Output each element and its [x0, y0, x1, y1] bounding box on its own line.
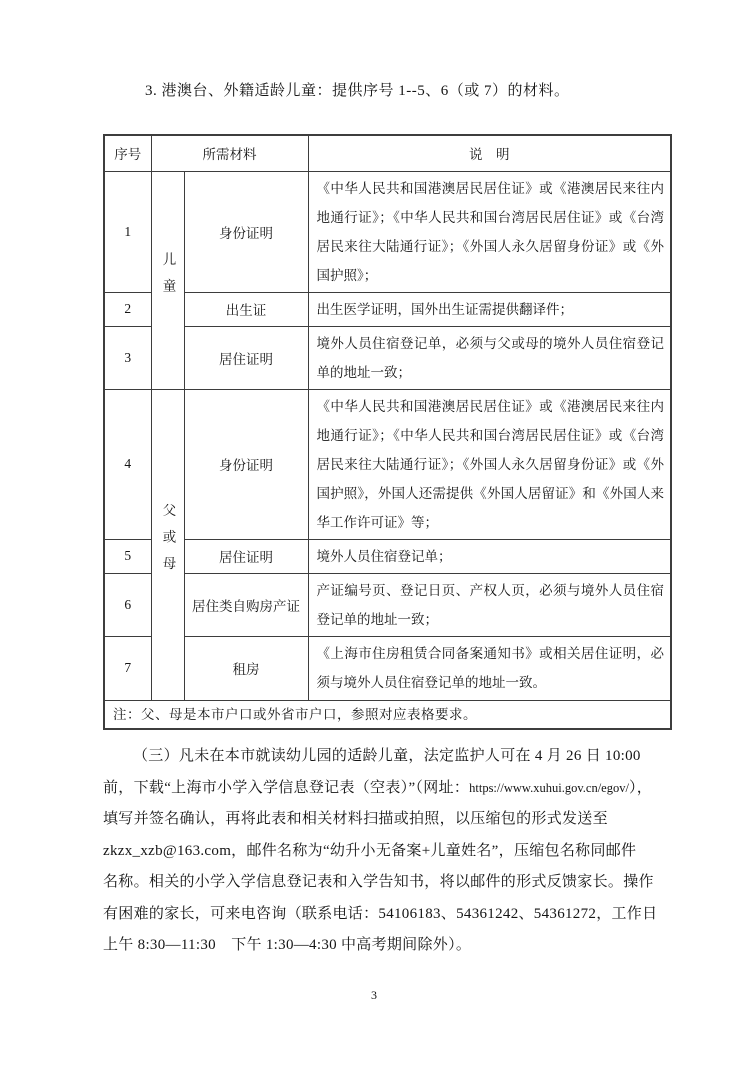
registration-form-url: https://www.xuhui.gov.cn/egov/ — [469, 780, 629, 795]
paragraph-text: ）， — [628, 779, 653, 796]
paragraph-line: （三）凡未在本市就读幼儿园的适龄儿童，法定监护人可在 4 月 26 日 10:00 — [133, 748, 641, 764]
description-cell: 境外人员住宿登记单，必须与父或母的境外人员住宿登记单的地址一致； — [308, 326, 671, 389]
seq-header-cell: 序号 — [104, 135, 151, 171]
row-number-cell: 5 — [104, 539, 151, 573]
table-row — [104, 171, 671, 292]
table-header-row — [104, 135, 671, 171]
material-name-cell: 租房 — [184, 636, 308, 700]
table-row — [104, 539, 671, 573]
paragraph-line: 上午 8:30—11:30 下午 1:30—4:30 中高考期间除外）。 — [103, 937, 472, 953]
body-paragraph — [103, 741, 670, 962]
materials-table — [103, 134, 672, 730]
group-label-cell-child — [151, 171, 184, 389]
paragraph-line: 名称。相关的小学入学信息登记表和入学告知书，将以邮件的形式反馈家长。操作 — [103, 874, 654, 890]
table-row — [104, 326, 671, 389]
table-note: 注：父、母是本市户口或外省市户口，参照对应表格要求。 — [104, 700, 671, 729]
page-number: 3 — [371, 988, 377, 1002]
section-heading: 3. 港澳台、外籍适龄儿童：提供序号 1--5、6（或 7）的材料。 — [145, 83, 570, 99]
material-header-cell: 所需材料 — [151, 135, 308, 171]
paragraph-line — [103, 773, 670, 805]
description-cell: 《上海市住房租赁合同备案通知书》或相关居住证明，必须与境外人员住宿登记单的地址一致。 — [308, 636, 671, 700]
table-row — [104, 389, 671, 539]
row-number-cell: 1 — [104, 171, 151, 292]
table-note-row — [104, 700, 671, 729]
material-name-cell: 身份证明 — [184, 171, 308, 292]
row-number-cell: 7 — [104, 636, 151, 700]
group-label: 父或母 — [160, 502, 176, 583]
material-name-cell: 居住类自购房产证 — [184, 573, 308, 636]
group-label: 儿童 — [160, 251, 176, 305]
description-cell: 产证编号页、登记日页、产权人页，必须与境外人员住宿登记单的地址一致； — [308, 573, 671, 636]
table-row — [104, 636, 671, 700]
row-number-cell: 3 — [104, 326, 151, 389]
material-name-cell: 身份证明 — [184, 389, 308, 539]
table-row — [104, 573, 671, 636]
material-name-cell: 出生证 — [184, 292, 308, 326]
row-number-cell: 2 — [104, 292, 151, 326]
table-row — [104, 292, 671, 326]
description-header-cell: 说 明 — [308, 135, 671, 171]
row-number-cell: 6 — [104, 573, 151, 636]
material-name-cell: 居住证明 — [184, 539, 308, 573]
description-cell: 境外人员住宿登记单； — [308, 539, 671, 573]
description-cell: 《中华人民共和国港澳居民居住证》或《港澳居民来往内地通行证》；《中华人民共和国台湾居民居住证》或《台湾居民来往大陆通行证》；《外国人永久居留身份证》或《外国护照》，外国人还需提供《外国人居留证》和《外国人来华工作许可证》等； — [308, 389, 671, 539]
paragraph-line: 填写并签名确认，再将此表和相关材料扫描或拍照，以压缩包的形式发送至 — [103, 811, 608, 827]
paragraph-line: 有困难的家长，可来电咨询（联系电话：54106183、54361242、54361272，工作日 — [103, 905, 658, 922]
group-label-cell-parent — [151, 389, 184, 700]
description-cell: 《中华人民共和国港澳居民居住证》或《港澳居民来往内地通行证》；《中华人民共和国台湾居民居住证》或《台湾居民来往大陆通行证》；《外国人永久居留身份证》或《外国护照》； — [308, 171, 671, 292]
paragraph-line: zkzx_xzb@163.com，邮件名称为“幼升小无备案+儿童姓名”，压缩包名称同邮件 — [103, 842, 637, 859]
row-number-cell: 4 — [104, 389, 151, 539]
material-name-cell: 居住证明 — [184, 326, 308, 389]
paragraph-text: 前，下载“上海市小学入学信息登记表（空表）”（网址： — [103, 779, 470, 796]
description-cell: 出生医学证明，国外出生证需提供翻译件； — [308, 292, 671, 326]
